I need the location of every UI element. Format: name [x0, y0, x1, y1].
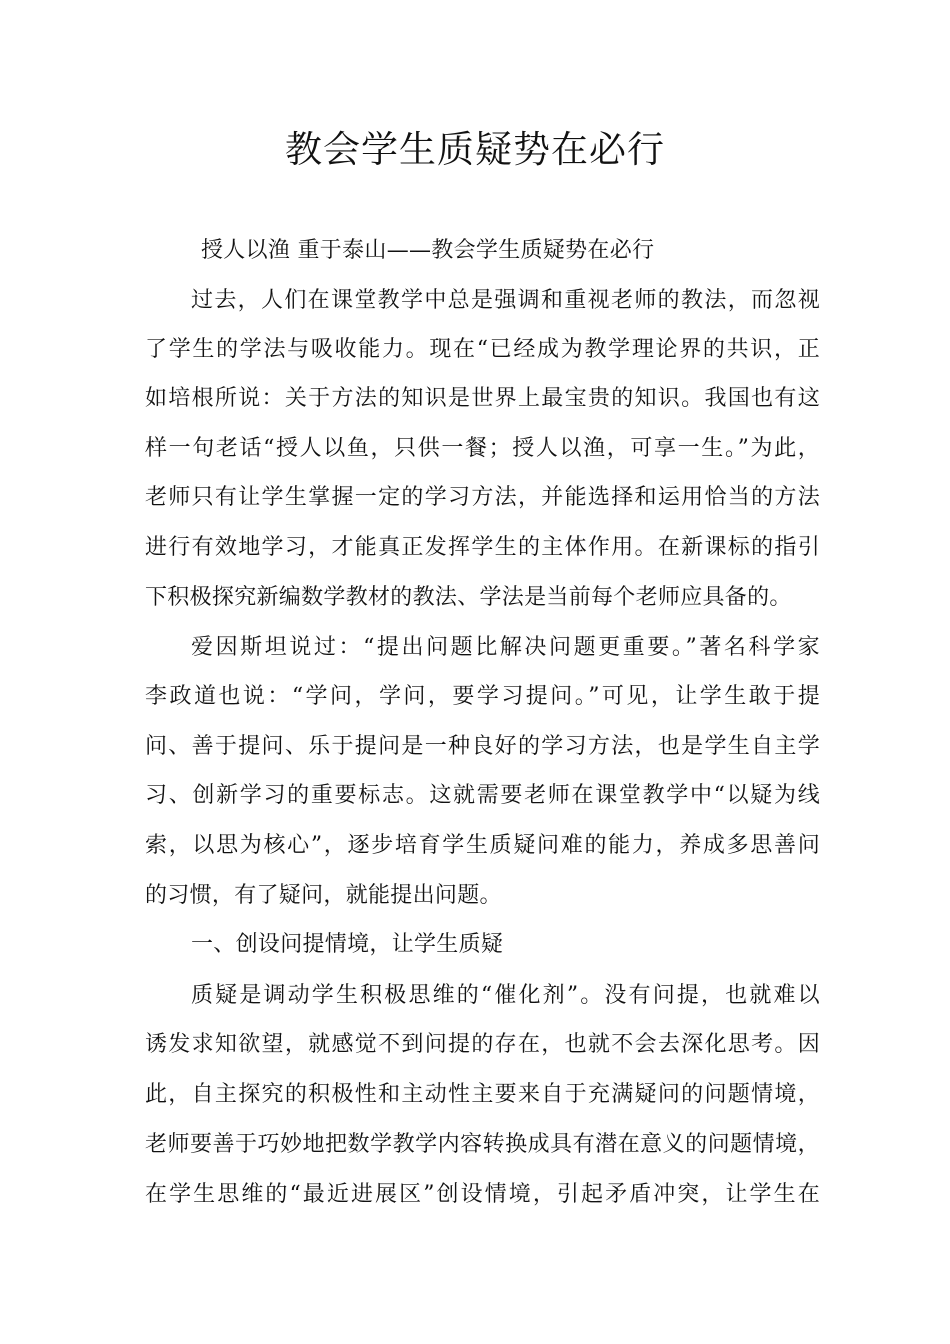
- paragraph-1-line-3: 如培根所说：关于方法的知识是世界上最宝贵的知识。我国也有这: [145, 386, 820, 411]
- paragraph-4-line-1: 质疑是调动学生积极思维的“催化剂”。没有问提，也就难以: [191, 983, 820, 1008]
- paragraph-1-line-7: 下积极探究新编数学教材的教法、学法是当前每个老师应具备的。: [145, 585, 792, 610]
- paragraph-4-line-3: 此，自主探究的积极性和主动性主要来自于充满疑问的问题情境，: [145, 1082, 820, 1107]
- paragraph-1-line-6: 进行有效地学习，才能真正发挥学生的主体作用。在新课标的指引: [145, 535, 820, 560]
- paragraph-4-line-5: 在学生思维的“最近进展区”创设情境，引起矛盾冲突，让学生在: [145, 1182, 820, 1207]
- document-subtitle: 授人以渔 重于泰山——教会学生质疑势在必行: [201, 238, 655, 263]
- paragraph-4-line-4: 老师要善于巧妙地把数学教学内容转换成具有潜在意义的问题情境，: [145, 1132, 820, 1157]
- paragraph-2-line-1: 爱因斯坦说过：“提出问题比解决问题更重要。”著名科学家: [191, 635, 820, 660]
- paragraph-2-line-6: 的习惯，有了疑问，就能提出问题。: [145, 883, 502, 908]
- paragraph-1-line-1: 过去，人们在课堂教学中总是强调和重视老师的教法，而忽视: [191, 288, 820, 313]
- paragraph-2-line-5: 索，以思为核心”，逐步培育学生质疑问难的能力，养成多思善问: [145, 833, 820, 858]
- section-heading-1: 一、创设问提情境，让学生质疑: [191, 932, 504, 957]
- paragraph-1-line-2: 了学生的学法与吸收能力。现在“已经成为教学理论界的共识，正: [145, 337, 820, 362]
- paragraph-2-line-2: 李政道也说：“学问，学问，要学习提问。”可见，让学生敢于提: [145, 684, 820, 709]
- paragraph-1-line-4: 样一句老话“授人以鱼，只供一餐；授人以渔，可享一生。”为此，: [145, 436, 820, 461]
- document-title: 教会学生质疑势在必行: [285, 128, 665, 171]
- paragraph-2-line-3: 问、善于提问、乐于提问是一种良好的学习方法，也是学生自主学: [145, 734, 820, 759]
- paragraph-1-line-5: 老师只有让学生掌握一定的学习方法，并能选择和运用恰当的方法: [145, 485, 820, 510]
- paragraph-2-line-4: 习、创新学习的重要标志。这就需要老师在课堂教学中“以疑为线: [145, 783, 820, 808]
- paragraph-4-line-2: 诱发求知欲望，就感觉不到问提的存在，也就不会去深化思考。因: [145, 1032, 820, 1057]
